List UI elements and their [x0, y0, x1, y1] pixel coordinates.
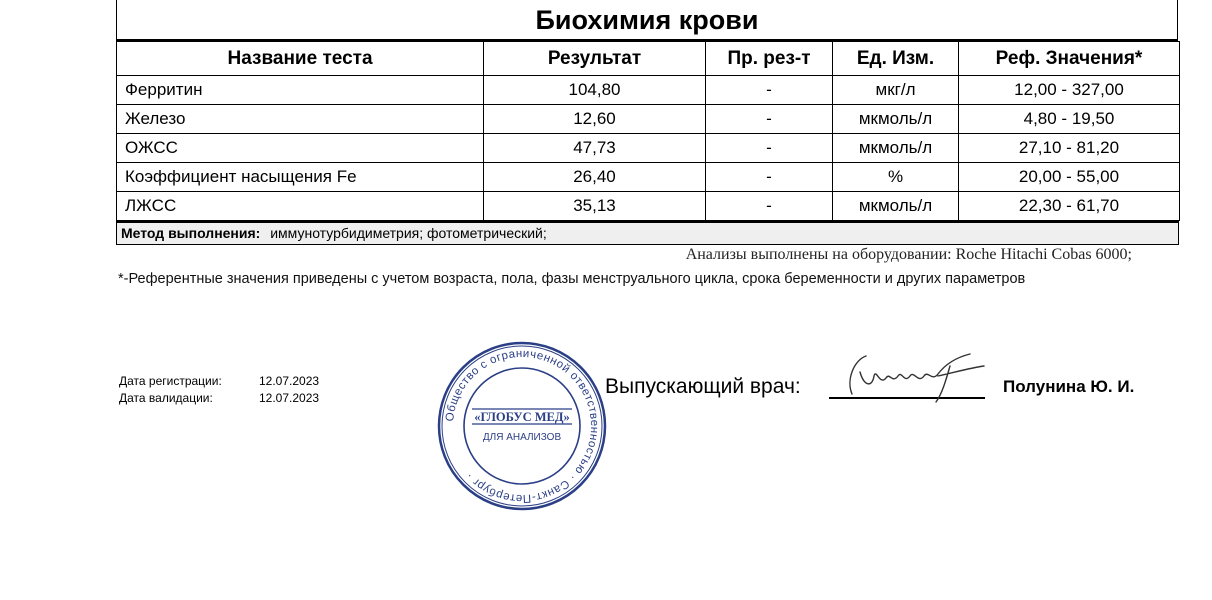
- results-table: [116, 41, 1180, 221]
- result-cell: 12,60: [484, 105, 706, 134]
- test-name-cell: ОЖСС: [117, 134, 484, 163]
- doctor-signature: [838, 346, 988, 406]
- organization-stamp: [436, 340, 608, 512]
- table-row: [117, 76, 1180, 105]
- test-name-cell: Коэффициент насыщения Fe: [117, 163, 484, 192]
- equipment-note: Анализы выполнены на оборудовании: Roche Hitachi Cobas 6000;: [685, 246, 1132, 263]
- previous-result-cell: -: [706, 134, 833, 163]
- stamp-name: «ГЛОБУС МЕД»: [474, 410, 570, 424]
- result-cell: 26,40: [484, 163, 706, 192]
- units-cell: мкмоль/л: [833, 134, 959, 163]
- test-name-cell: Железо: [117, 105, 484, 134]
- result-cell: 104,80: [484, 76, 706, 105]
- issuing-doctor-label: Выпускающий врач:: [605, 375, 801, 398]
- registration-date-value: 12.07.2023: [259, 374, 320, 388]
- validation-date-row: [119, 390, 319, 407]
- test-name-cell: Ферритин: [117, 76, 484, 105]
- result-cell: 47,73: [484, 134, 706, 163]
- stamp-subtitle: ДЛЯ АНАЛИЗОВ: [482, 432, 562, 443]
- method-value: иммунотурбидиметрия; фотометрический;: [270, 225, 547, 241]
- column-header-reference-values: Реф. Значения*: [959, 42, 1180, 76]
- stamp-rings: [439, 343, 605, 509]
- table-row: [117, 192, 1180, 221]
- column-header-result: Результат: [484, 42, 706, 76]
- previous-result-cell: -: [706, 76, 833, 105]
- column-header-previous-result: Пр. рез-т: [706, 42, 833, 76]
- method-label: Метод выполнения:: [121, 225, 261, 241]
- units-cell: %: [833, 163, 959, 192]
- reference-cell: 20,00 - 55,00: [959, 163, 1180, 192]
- registration-date-label: Дата регистрации:: [119, 374, 222, 388]
- previous-result-cell: -: [706, 192, 833, 221]
- reference-cell: 22,30 - 61,70: [959, 192, 1180, 221]
- dates-block: [119, 373, 319, 407]
- validation-date-label: Дата валидации:: [119, 391, 213, 405]
- registration-date-row: [119, 373, 319, 390]
- table-header-row: [117, 42, 1180, 76]
- previous-result-cell: -: [706, 105, 833, 134]
- table-row: [117, 163, 1180, 192]
- validation-date-value: 12.07.2023: [259, 391, 320, 405]
- table-row: [117, 105, 1180, 134]
- test-name-cell: ЛЖСС: [117, 192, 484, 221]
- stamp-ring-text: Общество с ограниченной ответственностью · Санкт-Петербург ·: [444, 347, 601, 505]
- method-row: [116, 221, 1179, 245]
- column-header-test-name: Название теста: [117, 42, 484, 76]
- table-row: [117, 134, 1180, 163]
- units-cell: мкмоль/л: [833, 192, 959, 221]
- reference-cell: 27,10 - 81,20: [959, 134, 1180, 163]
- reference-footnote: *-Референтные значения приведены с учетом возраста, пола, фазы менструального цикла, срока беременности и других параметров: [118, 271, 1026, 287]
- result-cell: 35,13: [484, 192, 706, 221]
- previous-result-cell: -: [706, 163, 833, 192]
- units-cell: мкмоль/л: [833, 105, 959, 134]
- units-cell: мкг/л: [833, 76, 959, 105]
- reference-cell: 12,00 - 327,00: [959, 76, 1180, 105]
- reference-cell: 4,80 - 19,50: [959, 105, 1180, 134]
- page-title: Биохимия крови: [116, 0, 1178, 41]
- column-header-units: Ед. Изм.: [833, 42, 959, 76]
- doctor-name: Полунина Ю. И.: [1003, 377, 1135, 396]
